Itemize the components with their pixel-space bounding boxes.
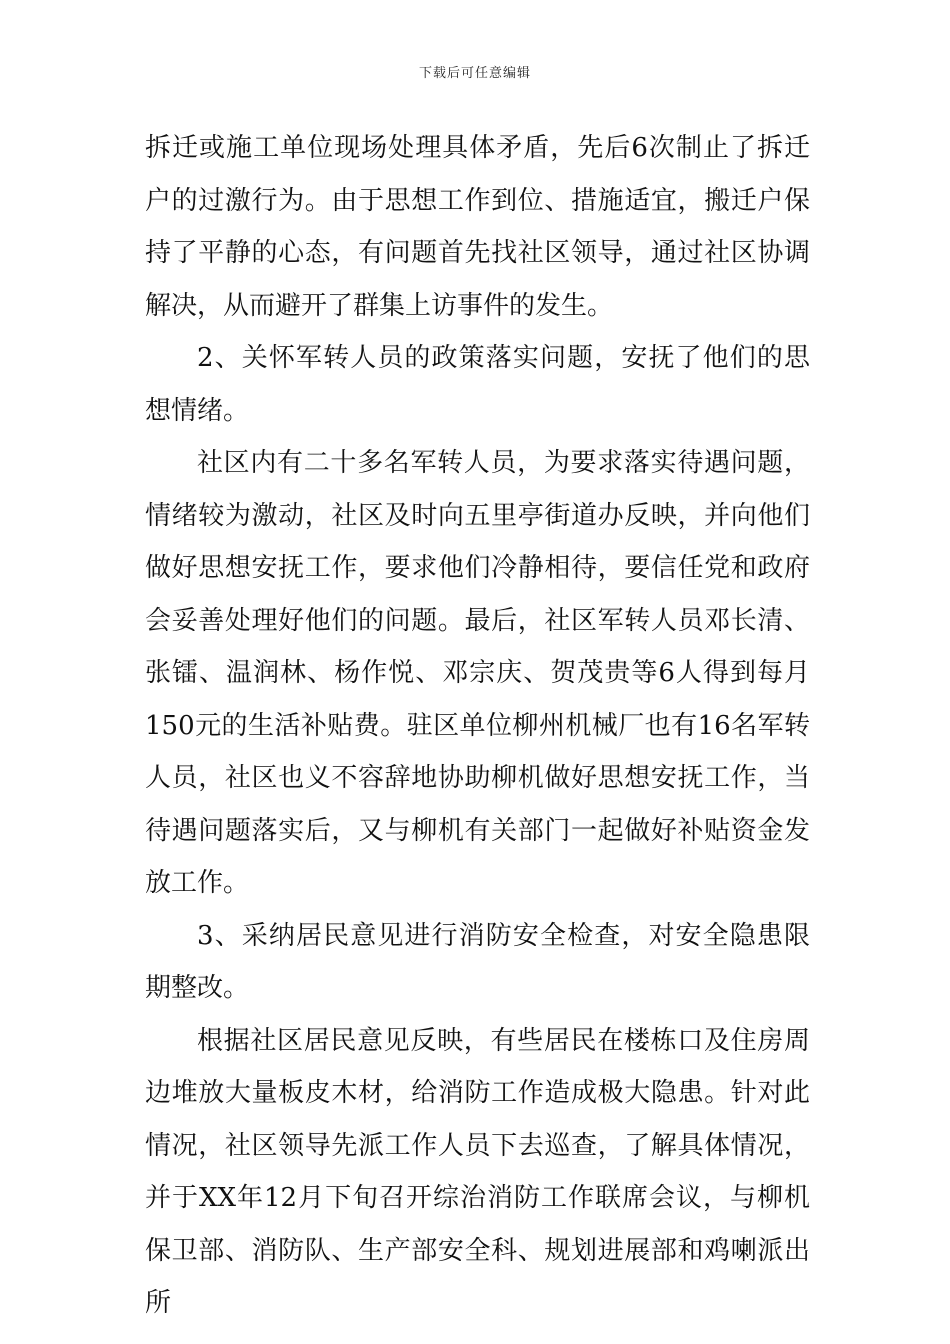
body-paragraph: 根据社区居民意见反映，有些居民在楼栋口及住房周边堆放大量板皮木材，给消防工作造成极大隐患。针对此情况，社区领导先派工作人员下去巡查，了解具体情况，并于XX年12月下旬召开综治消防工作联席会议，与柳机保卫部、消防队、生产部安全科、规划进展部和鸡喇派出所 [145,1025,810,1318]
body-paragraph: 社区内有二十多名军转人员，为要求落实待遇问题，情绪较为激动，社区及时向五里亭街道办反映，并向他们做好思想安抚工作，要求他们冷静相待，要信任党和政府会妥善处理好他们的问题。最后，社区军转人员邓长清、张镭、温润林、杨作悦、邓宗庆、贺茂贵等6人得到每月150元的生活补贴费。驻区单位柳州机械厂也有16名军转人员，社区也义不容辞地协助柳机做好思想安抚工作，当待遇问题落实后，又与柳机有关部门一起做好补贴资金发放工作。 [145,448,810,898]
page-header: 下载后可任意编辑 [418,66,531,81]
body-paragraph: 拆迁或施工单位现场处理具体矛盾，先后6次制止了拆迁户的过激行为。由于思想工作到位、措施适宜，搬迁户保持了平静的心态，有问题首先找社区领导，通过社区协调解决，从而避开了群集上访事件的发生。 [145,133,810,321]
section-heading-3: 3、采纳居民意见进行消防安全检查，对安全隐患限期整改。 [145,920,810,1003]
section-heading-2: 2、关怀军转人员的政策落实问题，安抚了他们的思想情绪。 [145,343,810,426]
document-body [145,122,810,1330]
